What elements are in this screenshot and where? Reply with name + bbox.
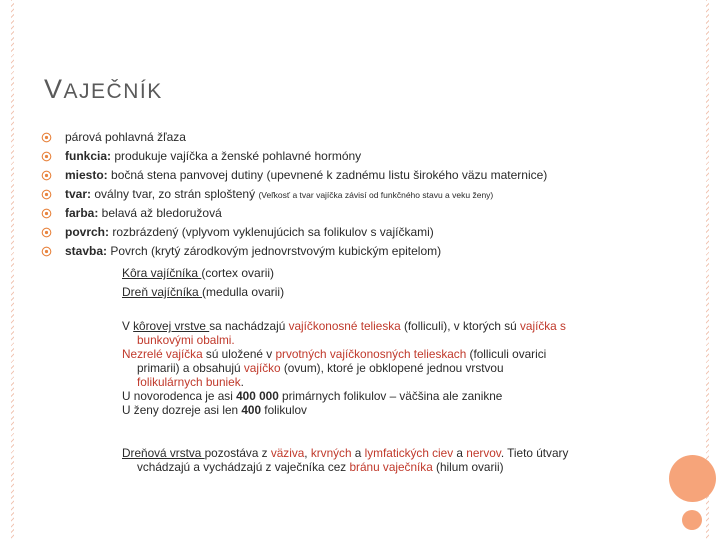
flower-bullet-icon: [41, 151, 52, 162]
bullet-5-text: belavá až bledoružová: [98, 206, 222, 220]
bullet-3-label: miesto:: [65, 168, 108, 182]
structure-medulla: [122, 285, 284, 300]
medulla-label: Dreň vajíčníka: [122, 285, 203, 299]
bullet-7-label: stavba:: [65, 244, 108, 258]
cortex-paragraph: [122, 319, 622, 417]
bullet-item-6: [41, 223, 641, 242]
structure-cortex: [122, 266, 274, 281]
bullet-item-7: [41, 242, 641, 261]
para1-line-1: V kôrovej vrstve sa nachádzajú vajíčkonosné telieska (folliculi), v ktorých sú vajíčka s: [122, 319, 566, 333]
title-rest: AJEČNÍK: [63, 80, 163, 103]
flower-bullet-icon: [41, 189, 52, 200]
bullet-7-text: Povrch (krytý zárodkovým jednovrstvovým kubickým epitelom): [107, 244, 442, 258]
bullet-5-label: farba:: [65, 206, 99, 220]
para2-line-2: vchádzajú a vychádzajú z vaječníka cez bránu vaječníka (hilum ovarii): [137, 460, 504, 474]
bullet-item-5: [41, 204, 641, 223]
para1-line-2: bunkovými obalmi.: [137, 333, 235, 347]
flower-bullet-icon: [41, 170, 52, 181]
bullet-2-text: produkuje vajíčka a ženské pohlavné hormóny: [111, 149, 362, 163]
bullet-1-text: párová pohlavná žľaza: [65, 130, 186, 144]
bullet-3-text: bočná stena panvovej dutiny (upevnené k zadnému listu širokého väzu maternice): [107, 168, 548, 182]
cortex-latin: (cortex ovarii): [201, 266, 275, 280]
para1-line-3: Nezrelé vajíčka sú uložené v prvotných vajíčkonosných telieskach (folliculi ovarici: [122, 347, 547, 361]
flower-bullet-icon: [41, 132, 52, 143]
title-first-letter: V: [44, 74, 64, 104]
medulla-paragraph: [122, 446, 622, 474]
bullet-item-4: [41, 185, 641, 204]
cortex-label: Kôra vajíčníka: [122, 266, 202, 280]
flower-bullet-icon: [41, 227, 52, 238]
decorative-circle-small: [682, 510, 702, 530]
bullet-6-text: rozbrázdený (vplyvom vyklenujúcich sa folikulov s vajíčkami): [109, 225, 434, 239]
left-decorative-rule: [11, 0, 14, 540]
slide-title: [44, 74, 163, 105]
bullet-item-1: [41, 128, 641, 147]
medulla-latin: (medulla ovarii): [202, 285, 285, 299]
para2-line-1: Dreňová vrstva pozostáva z väziva, krvných a lymfatických ciev a nervov. Tieto útvary: [122, 446, 569, 460]
bullet-list: [41, 128, 641, 261]
flower-bullet-icon: [41, 208, 52, 219]
bullet-4-label: tvar:: [65, 187, 92, 201]
bullet-item-2: [41, 147, 641, 166]
para1-line-6: U novorodenca je asi 400 000 primárnych folikulov – väčšina ale zanikne: [122, 389, 503, 403]
bullet-2-label: funkcia:: [65, 149, 112, 163]
para1-line-7: U ženy dozreje asi len 400 folikulov: [122, 403, 307, 417]
bullet-4-text: oválny tvar, zo strán sploštený: [91, 187, 259, 201]
bullet-4-note: (Veľkosť a tvar vajíčka závisí od funkčného stavu a veku ženy): [258, 190, 494, 200]
flower-bullet-icon: [41, 246, 52, 257]
decorative-circle-large: [669, 455, 716, 502]
bullet-item-3: [41, 166, 641, 185]
bullet-6-label: povrch:: [65, 225, 110, 239]
para1-line-5: folikulárnych buniek.: [137, 375, 244, 389]
para1-line-4: primarii) a obsahujú vajíčko (ovum), ktoré je obklopené jednou vrstvou: [137, 361, 504, 375]
